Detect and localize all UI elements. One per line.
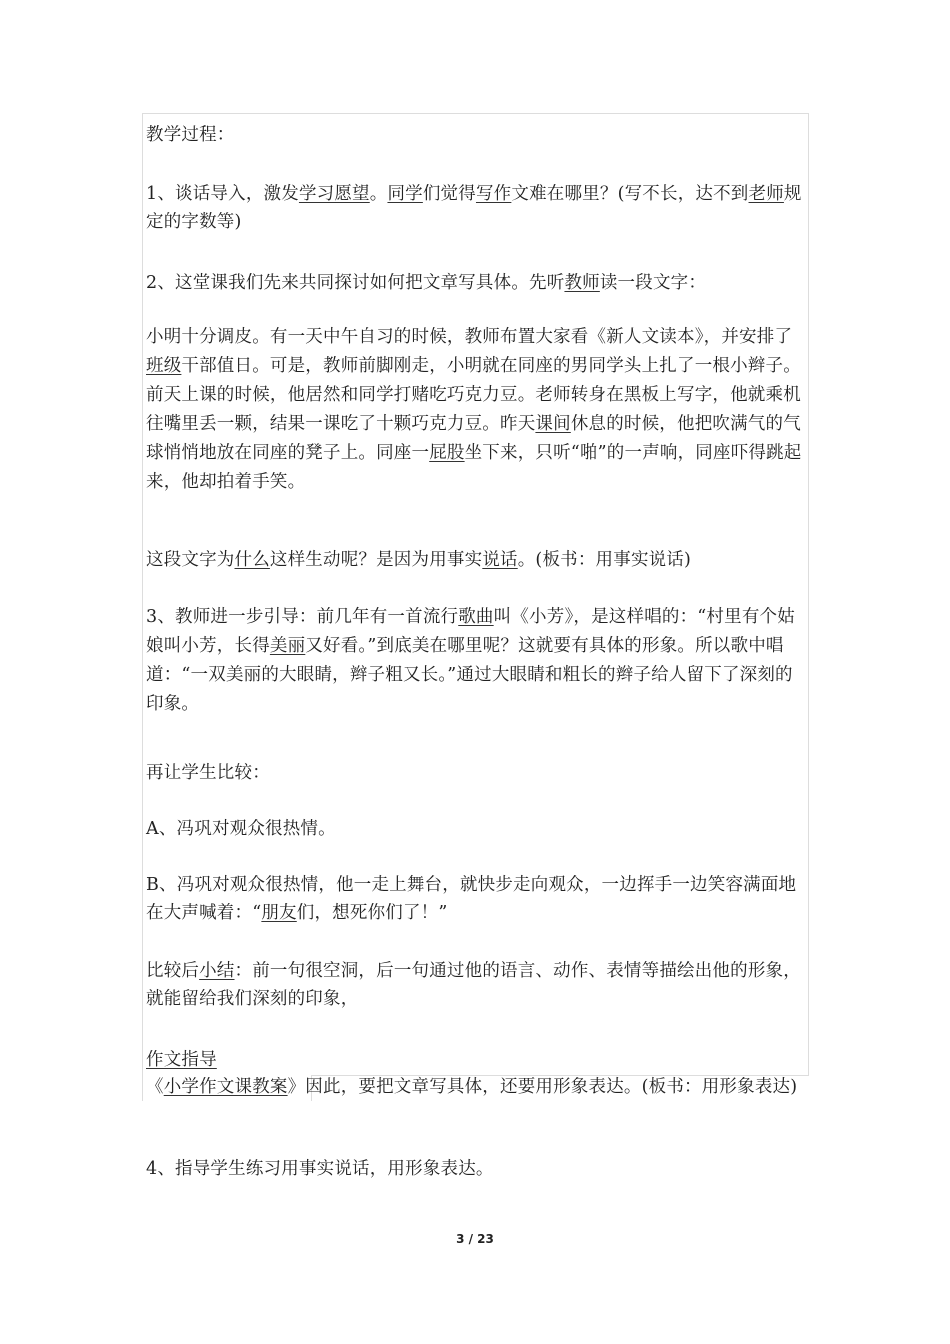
paragraph-9: 比较后小结：前一句很空洞，后一句通过他的语言、动作、表情等描绘出他的形象，就能留给我们深刻的印象， (146, 961, 801, 1009)
frame-border-right (808, 113, 809, 1075)
link-class[interactable]: 班级 (146, 356, 182, 376)
link-song[interactable]: 歌曲 (458, 607, 494, 627)
paragraph-4: 这段文字为什么这样生动呢？是因为用事实说话。(板书：用事实说话) (146, 550, 692, 570)
paragraph-10: 《小学作文课教案》因此，要把文章写具体，还要用形象表达。(板书：用形象表达) (146, 1077, 798, 1097)
link-learning-wish[interactable]: 学习愿望 (298, 184, 370, 204)
paragraph-3: 小明十分调皮。有一天中午自习的时候，教师布置大家看《新人文读本》，并安排了班级干部值日。可是，教师前脚刚走，小明就在同座的男同学头上扎了一根小辫子。前天上课的时候，他居然和同学打赌吃巧克力豆。老师转身在黑板上写字，他就乘机往嘴里丢一颗，结果一课吃了十颗巧克力豆。昨天课间休息的时候，他把吹满气的气球悄悄地放在同座的凳子上。同座一屁股坐下来，只听“啪”的一声响，同座吓得跳起来，他却拍着手笑。 (146, 327, 802, 492)
link-beautiful[interactable]: 美丽 (269, 636, 306, 656)
section-heading: 教学过程： (146, 125, 235, 145)
paragraph-6: 再让学生比较： (146, 763, 270, 783)
link-teacher-2[interactable]: 教师 (564, 273, 600, 293)
paragraph-2: 2、这堂课我们先来共同探讨如何把文章写具体。先听教师读一段文字： (146, 273, 707, 293)
link-classmates[interactable]: 同学 (387, 184, 423, 204)
page-number: 3 / 23 (456, 1232, 494, 1246)
link-writing[interactable]: 写作 (475, 184, 512, 204)
link-break[interactable]: 课间 (535, 414, 571, 434)
link-friends[interactable]: 朋友 (261, 903, 297, 923)
link-composition-guide[interactable]: 作文指导 (146, 1050, 217, 1070)
link-speak[interactable]: 说话 (482, 550, 518, 570)
paragraph-8: B、冯巩对观众很热情，他一走上舞台，就快步走向观众，一边挥手一边笑容满面地在大声喊着：“朋友们，想死你们了！” (146, 875, 797, 923)
frame-border-top (142, 113, 809, 114)
paragraph-11: 4、指导学生练习用事实说话，用形象表达。 (146, 1159, 494, 1179)
paragraph-1: 1、谈话导入，激发学习愿望。同学们觉得写作文难在哪里？(写不长，达不到老师规定的字数等) (146, 184, 802, 232)
paragraph-7: A、冯巩对观众很热情。 (146, 819, 336, 839)
link-summary[interactable]: 小结 (199, 961, 235, 981)
paragraph-5: 3、教师进一步引导：前几年有一首流行歌曲叫《小芳》，是这样唱的：“村里有个姑娘叫小芳，长得美丽又好看。”到底美在哪里呢？这就要有具体的形象。所以歌中唱道：“一双美丽的大眼睛，辫子粗又长。”通过大眼睛和粗长的辫子给人留下了深刻的印象。 (146, 607, 795, 714)
link-what[interactable]: 什么 (234, 550, 270, 570)
link-teacher[interactable]: 老师 (748, 184, 784, 204)
link-bottom[interactable]: 屁股 (429, 443, 465, 463)
link-lesson-plan[interactable]: 小学作文课教案 (163, 1077, 288, 1097)
frame-border-left (142, 113, 143, 1101)
